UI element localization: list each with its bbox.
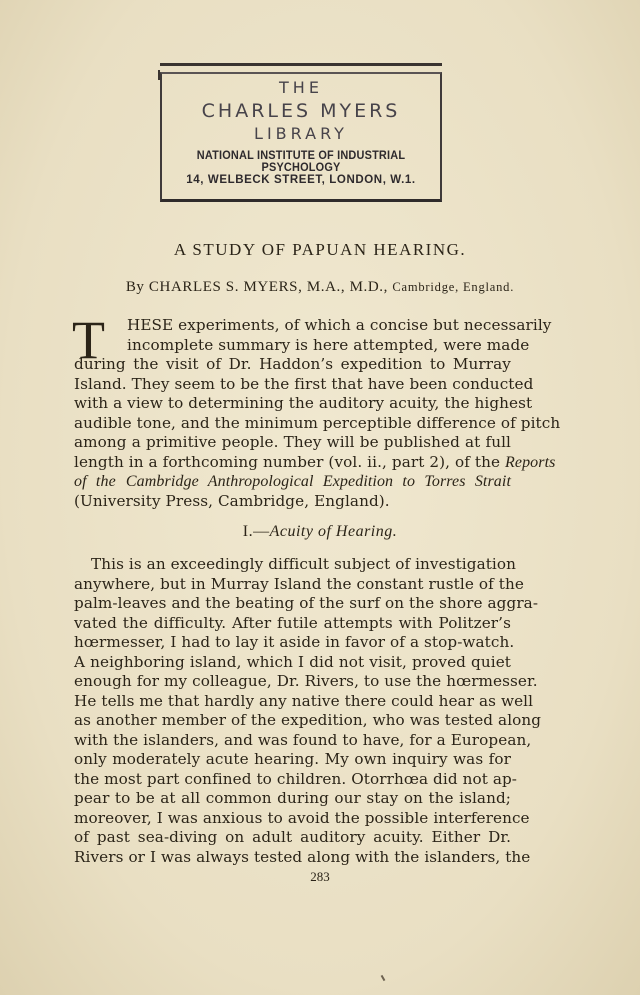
body-line: enough for my colleague, Dr. Rivers, to use the hœrmesser. (74, 672, 538, 690)
body-line: as another member of the expedition, who was tested along (74, 711, 542, 729)
body-line: of past sea-diving on adult auditory acuity. Either Dr. (74, 828, 511, 846)
stamp-rule (160, 63, 442, 66)
body-line: the most part confined to children. Otorrhœa did not ap- (74, 769, 518, 788)
body-line: palm-leaves and the beating of the surf on the shore aggra- (74, 594, 539, 612)
body-line: audible tone, and the minimum perceptible difference of pitch (74, 413, 561, 432)
body-line: A neighboring island, which I did not visit, proved quiet (74, 652, 511, 671)
body-line-italic (74, 472, 511, 492)
body-line: He tells me that hardly any native there could hear as well (74, 691, 534, 710)
body-line: moreover, I was anxious to avoid the possible interference (74, 808, 530, 827)
body-line: with the islanders, and was found to have, for a European, (74, 730, 532, 749)
byline (0, 279, 640, 296)
body-line: Island. They seem to be the first that have been conducted (74, 374, 534, 393)
body-line: This is an exceedingly difficult subject of investigation (91, 555, 517, 573)
body-line: with a view to determining the auditory acuity, the highest (74, 394, 533, 412)
drop-cap: T (72, 310, 105, 370)
section-number: I.— (242, 523, 270, 540)
stamp-line-1: THE (279, 78, 323, 97)
page-mark (381, 975, 386, 981)
author-name: CHARLES S. MYERS, M.A., M.D., (148, 279, 389, 295)
body-line: vated the difficulty. After futile attempts with Politzer’s (74, 613, 511, 632)
body-line-with-italic (74, 452, 556, 473)
italic-of-the: of the (74, 473, 116, 490)
body-line: pear to be at all common during our stay on the island; (74, 789, 511, 807)
stamp-line-3: LIBRARY (254, 124, 348, 143)
stamp-line-5: 14, WELBECK STREET, LONDON, W.1. (186, 174, 416, 186)
stamp-line-4: NATIONAL INSTITUTE OF INDUSTRIAL PSYCHOLOGY (196, 150, 406, 174)
section-title: Acuity of Hearing. (269, 523, 398, 540)
body-line: hœrmesser, I had to lay it aside in favor of a stop-watch. (74, 633, 515, 651)
library-stamp (160, 72, 442, 202)
italic-reports: Reports (505, 453, 556, 471)
body-line: HESE experiments, of which a concise but necessarily (127, 316, 552, 334)
byline-prefix: By (125, 279, 145, 295)
section-heading (0, 523, 640, 541)
stamp-line-2: CHARLES MYERS (201, 100, 401, 122)
body-line: Rivers or I was always tested along with the islanders, the (74, 847, 531, 866)
page-number: 283 (310, 869, 330, 884)
body-text: length in a forthcoming number (vol. ii., part 2), of the (74, 452, 501, 471)
body-line: among a primitive people. They will be published at full (74, 433, 511, 451)
body-line: (University Press, Cambridge, England). (74, 491, 390, 510)
italic-expedition-title: Cambridge Anthropological Expedition to Torres Strait (125, 473, 511, 490)
body-line: only moderately acute hearing. My own inquiry was for (74, 750, 511, 768)
body-line: anywhere, but in Murray Island the constant rustle of the (74, 574, 524, 593)
body-line: incomplete summary is here attempted, were made (127, 335, 530, 354)
article-title: A STUDY OF PAPUAN HEARING. (173, 240, 467, 259)
author-affiliation: Cambridge, England. (392, 280, 515, 294)
body-line: during the visit of Dr. Haddon’s expedition to Murray (74, 355, 511, 373)
